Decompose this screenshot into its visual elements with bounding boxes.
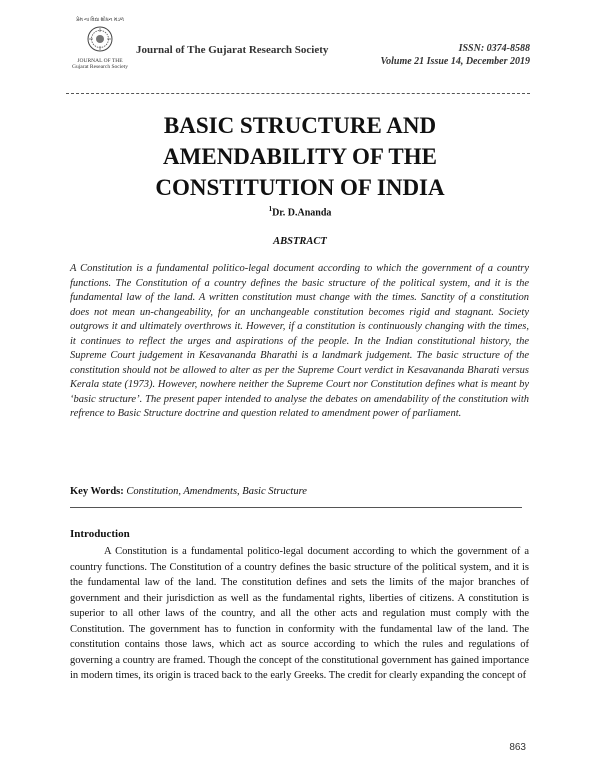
abstract-text: A Constitution is a fundamental politico-legal document according to which the government of a country functions. The Constitution of a country defines the basic structure of the political system, and it is the fundamental law of the land. A written constitution must change with the times. Sanctity of a constitution does not mean un-changeability, for an unchangeable constitution becomes rigid and stagnant. Society outgrows it and ultimately overthrows it. However, if a constitution is continuously changing with the times, it continues to reflect the urges and aspirations of the people. In the Indian constitutional history, the Supreme Court judgement in Kesavananda Bharathi is a landmark judgement. The basic structure of the constitution should not be allowed to alter as per the Supreme Court verdict in Kesavananda Bharati versus Kerala state (1973). However, nowhere neither the Supreme Court nor Constitution defines what is meant by ‘basic structure’. The present paper intended to analyse the debates on amendability of the constitution with refrence to Basic Structure doctrine and question related to amendment power of parliament.: [70, 263, 529, 419]
paper-title: [70, 110, 530, 203]
abstract-heading: ABSTRACT: [273, 236, 327, 247]
keywords: [70, 486, 307, 497]
title-line-3: CONSTITUTION OF INDIA: [155, 175, 445, 200]
section-divider: [70, 507, 522, 508]
journal-issue-info: [381, 42, 530, 68]
logo-caption: પ્રેમ ના વિદ્યા શોધન મંડળ: [76, 18, 124, 23]
intro-heading: Introduction: [70, 528, 130, 540]
journal-name: Journal of The Gujarat Research Society: [136, 44, 329, 56]
intro-paragraph: A Constitution is a fundamental politico-legal document according to which the government of a country functions. The Constitution of a country defines the basic structure of the political system, and it is the fundamental law of the land. The constitution defines and sets the limits of the major branches of government and their jurisdiction as well as the fundamental rights, liberties of citizens. A constitution is superior to all other laws of the country, and all the other acts and regulation must comply with the Constitution. The government has to function in conformity with the fundamental law of the land. The constitution contains those laws, which act as source according to which the rules and regulations of governing a country are framed. Though the concept of the constitutional government has gained importance in modern times, its origin is traced back to the early Greeks. The credit for clearly expanding the concept of: [70, 546, 529, 681]
journal-logo: [64, 18, 136, 70]
logo-org-line2: Gujarat Research Society: [72, 64, 128, 70]
author-name: Dr. D.Ananda: [272, 207, 332, 219]
keywords-label: Key Words:: [70, 486, 124, 497]
issn: ISSN: 0374-8588: [458, 43, 530, 54]
volume-issue: Volume 21 Issue 14, December 2019: [380, 56, 530, 67]
author-affiliation-mark: 1: [268, 205, 273, 213]
page-number: 863: [509, 742, 526, 753]
seal-icon: [87, 26, 113, 52]
title-line-1: BASIC STRUCTURE AND: [163, 113, 437, 138]
logo-org-line1: JOURNAL OF THE: [77, 58, 123, 64]
title-line-2: AMENDABILITY OF THE: [163, 144, 437, 169]
keywords-list: Constitution, Amendments, Basic Structure: [126, 486, 307, 497]
author: [0, 205, 600, 218]
header-divider: [66, 93, 530, 94]
